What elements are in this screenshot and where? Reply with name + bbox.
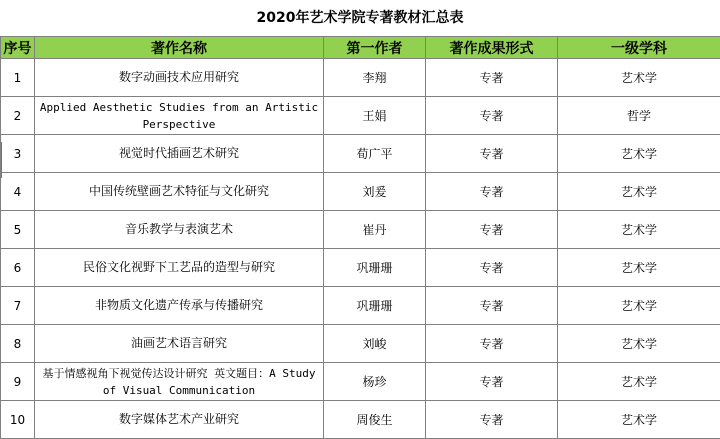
- table-row: [1, 173, 720, 211]
- table-row: [1, 363, 720, 401]
- cell-name[interactable]: 民俗文化视野下工艺品的造型与研究: [35, 249, 324, 287]
- cell-author[interactable]: 刘爰: [324, 173, 426, 211]
- header-author[interactable]: 第一作者: [324, 37, 426, 59]
- cell-form[interactable]: 专著: [426, 249, 558, 287]
- cell-index[interactable]: 5: [1, 211, 35, 249]
- cell-discipline[interactable]: 艺术学: [558, 401, 720, 439]
- cell-name[interactable]: 基于情感视角下视觉传达设计研究 英文题目：A Study of Visual Communication: [35, 363, 324, 401]
- table-row: [1, 59, 720, 97]
- cell-discipline[interactable]: 艺术学: [558, 249, 720, 287]
- cell-author[interactable]: 崔丹: [324, 211, 426, 249]
- cell-discipline[interactable]: 艺术学: [558, 287, 720, 325]
- table-row: [1, 211, 720, 249]
- cell-index[interactable]: 4: [1, 173, 35, 211]
- table-row: [1, 287, 720, 325]
- cell-form[interactable]: 专著: [426, 363, 558, 401]
- header-discipline[interactable]: 一级学科: [558, 37, 720, 59]
- cell-discipline[interactable]: 艺术学: [558, 325, 720, 363]
- header-name[interactable]: 著作名称: [35, 37, 324, 59]
- cell-discipline[interactable]: 艺术学: [558, 363, 720, 401]
- cell-name[interactable]: 视觉时代插画艺术研究: [35, 135, 324, 173]
- cell-author[interactable]: 荀广平: [324, 135, 426, 173]
- table-row: [1, 401, 720, 439]
- cell-discipline[interactable]: 艺术学: [558, 211, 720, 249]
- table-row: [1, 97, 720, 135]
- cell-author[interactable]: 刘峻: [324, 325, 426, 363]
- cell-name[interactable]: 非物质文化遗产传承与传播研究: [35, 287, 324, 325]
- cell-index[interactable]: 9: [1, 363, 35, 401]
- cell-author[interactable]: 巩珊珊: [324, 287, 426, 325]
- cell-discipline[interactable]: 艺术学: [558, 59, 720, 97]
- cell-name[interactable]: 油画艺术语言研究: [35, 325, 324, 363]
- cell-name[interactable]: Applied Aesthetic Studies from an Artistic Perspective: [35, 97, 324, 135]
- cell-author[interactable]: 周俊生: [324, 401, 426, 439]
- table-row: [1, 135, 720, 173]
- header-row: [1, 37, 720, 59]
- cell-index[interactable]: 10: [1, 401, 35, 439]
- cell-form[interactable]: 专著: [426, 401, 558, 439]
- cell-discipline[interactable]: 艺术学: [558, 173, 720, 211]
- cell-author[interactable]: 李翔: [324, 59, 426, 97]
- cell-name[interactable]: 数字媒体艺术产业研究: [35, 401, 324, 439]
- cell-index[interactable]: 2: [1, 97, 35, 135]
- cell-form[interactable]: 专著: [426, 173, 558, 211]
- cell-author[interactable]: 杨珍: [324, 363, 426, 401]
- cell-form[interactable]: 专著: [426, 211, 558, 249]
- cell-form[interactable]: 专著: [426, 59, 558, 97]
- cell-form[interactable]: 专著: [426, 97, 558, 135]
- table-row: [1, 325, 720, 363]
- cell-discipline[interactable]: 哲学: [558, 97, 720, 135]
- cell-discipline[interactable]: 艺术学: [558, 135, 720, 173]
- cell-index[interactable]: 3: [1, 135, 35, 173]
- books-table: [0, 36, 720, 439]
- cell-index[interactable]: 8: [1, 325, 35, 363]
- cell-form[interactable]: 专著: [426, 135, 558, 173]
- cell-form[interactable]: 专著: [426, 325, 558, 363]
- cell-author[interactable]: 巩珊珊: [324, 249, 426, 287]
- header-form[interactable]: 著作成果形式: [426, 37, 558, 59]
- cell-name[interactable]: 中国传统壁画艺术特征与文化研究: [35, 173, 324, 211]
- cell-index[interactable]: 7: [1, 287, 35, 325]
- cell-index[interactable]: 1: [1, 59, 35, 97]
- cell-form[interactable]: 专著: [426, 287, 558, 325]
- table-row: [1, 249, 720, 287]
- cell-index[interactable]: 6: [1, 249, 35, 287]
- header-index[interactable]: 序号: [1, 37, 35, 59]
- cell-name[interactable]: 音乐教学与表演艺术: [35, 211, 324, 249]
- sheet-title[interactable]: 2020年艺术学院专著教材汇总表: [0, 0, 720, 36]
- cell-name[interactable]: 数字动画技术应用研究: [35, 59, 324, 97]
- cell-author[interactable]: 王娟: [324, 97, 426, 135]
